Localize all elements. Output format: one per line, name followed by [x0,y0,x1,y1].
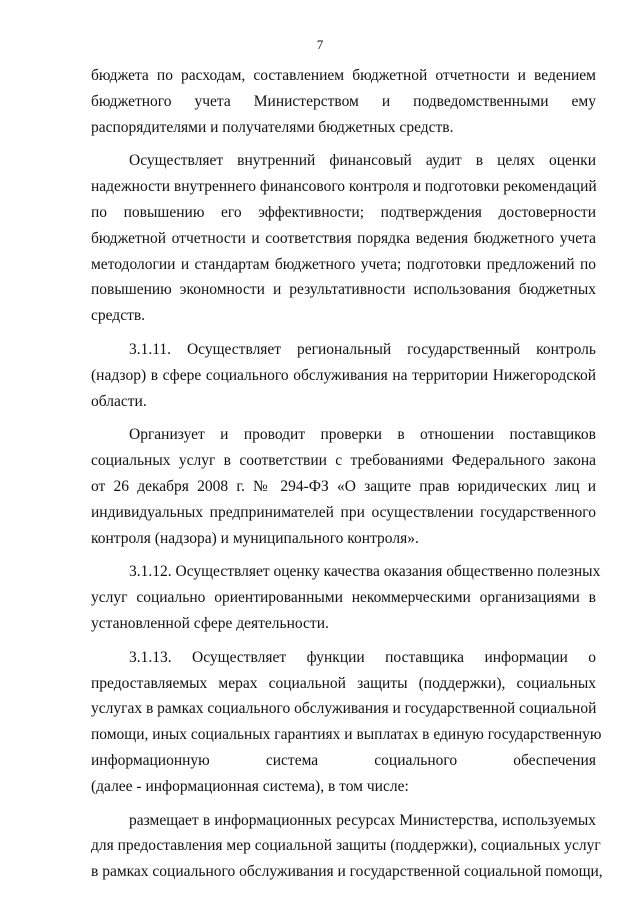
text-line: средств. [91,307,146,325]
text-line: информационную система социального обеспечения [91,751,596,769]
text-line: социальных услуг в соответствии с требованиями Федерального закона [91,452,596,470]
text-line: по повышению его эффективности; подтверждения достоверности [91,203,596,221]
text-line: надежности внутреннего финансового контроля и подготовки рекомендаций [91,178,597,196]
paragraph [91,422,596,551]
text-line: повышению экономности и результативности использования бюджетных [91,281,596,299]
text-line: распорядителями и получателями бюджетных средств. [91,118,454,136]
text-line: для предоставления мер социальной защиты (поддержки), социальных услуг [91,837,601,855]
paragraph [91,63,596,140]
text-line: бюджетного учета Министерством и подведомственными ему [91,92,596,110]
text-line: Осуществляет внутренний финансовый аудит в целях оценки [129,152,596,170]
text-line: размещает в информационных ресурсах Министерства, используемых [129,811,596,829]
text-line: области. [91,392,147,410]
text-line: (надзор) в сфере социального обслуживания на территории Нижегородской [91,366,596,384]
text-line: контроля (надзора) и муниципального контроля». [91,529,419,547]
text-line: индивидуальных предпринимателей при осуществлении государственного [91,503,596,521]
paragraph [91,645,602,800]
text-line: бюджетной отчетности и соответствия порядка ведения бюджетного учета [91,229,596,247]
text-line: от 26 декабря 2008 г. № 294-ФЗ «О защите прав юридических лиц и [91,477,596,495]
text-line: услугах в рамках социального обслуживания и государственной социальной [91,700,597,718]
text-line: в рамках социального обслуживания и государственной социальной помощи, [91,863,603,881]
page-number: 7 [316,37,324,52]
text-line: Организует и проводит проверки в отношении поставщиков [129,426,596,444]
document-body [91,63,603,893]
text-line: бюджета по расходам, составлением бюджетной отчетности и ведением [91,67,596,84]
text-line: (далее - информационная система), в том числе: [91,777,409,795]
text-line: 3.1.11. Осуществляет региональный государственный контроль [129,340,596,358]
paragraph [91,559,601,636]
text-line: предоставляемых мерах социальной защиты (поддержки), социальных [91,674,596,692]
paragraph [91,148,596,329]
text-line: 3.1.12. Осуществляет оценку качества оказания общественно полезных [129,563,601,581]
text-line: установленной сфере деятельности. [91,614,329,632]
text-line: услуг социально ориентированными некоммерческими организациями в [91,589,596,607]
text-line: помощи, иных социальных гарантиях и выплатах в единую государственную [91,726,602,744]
text-line: 3.1.13. Осуществляет функции поставщика информации о [129,648,596,666]
paragraph [91,337,596,414]
text-line: методологии и стандартам бюджетного учета; подготовки предложений по [91,255,596,273]
paragraph [91,808,603,885]
